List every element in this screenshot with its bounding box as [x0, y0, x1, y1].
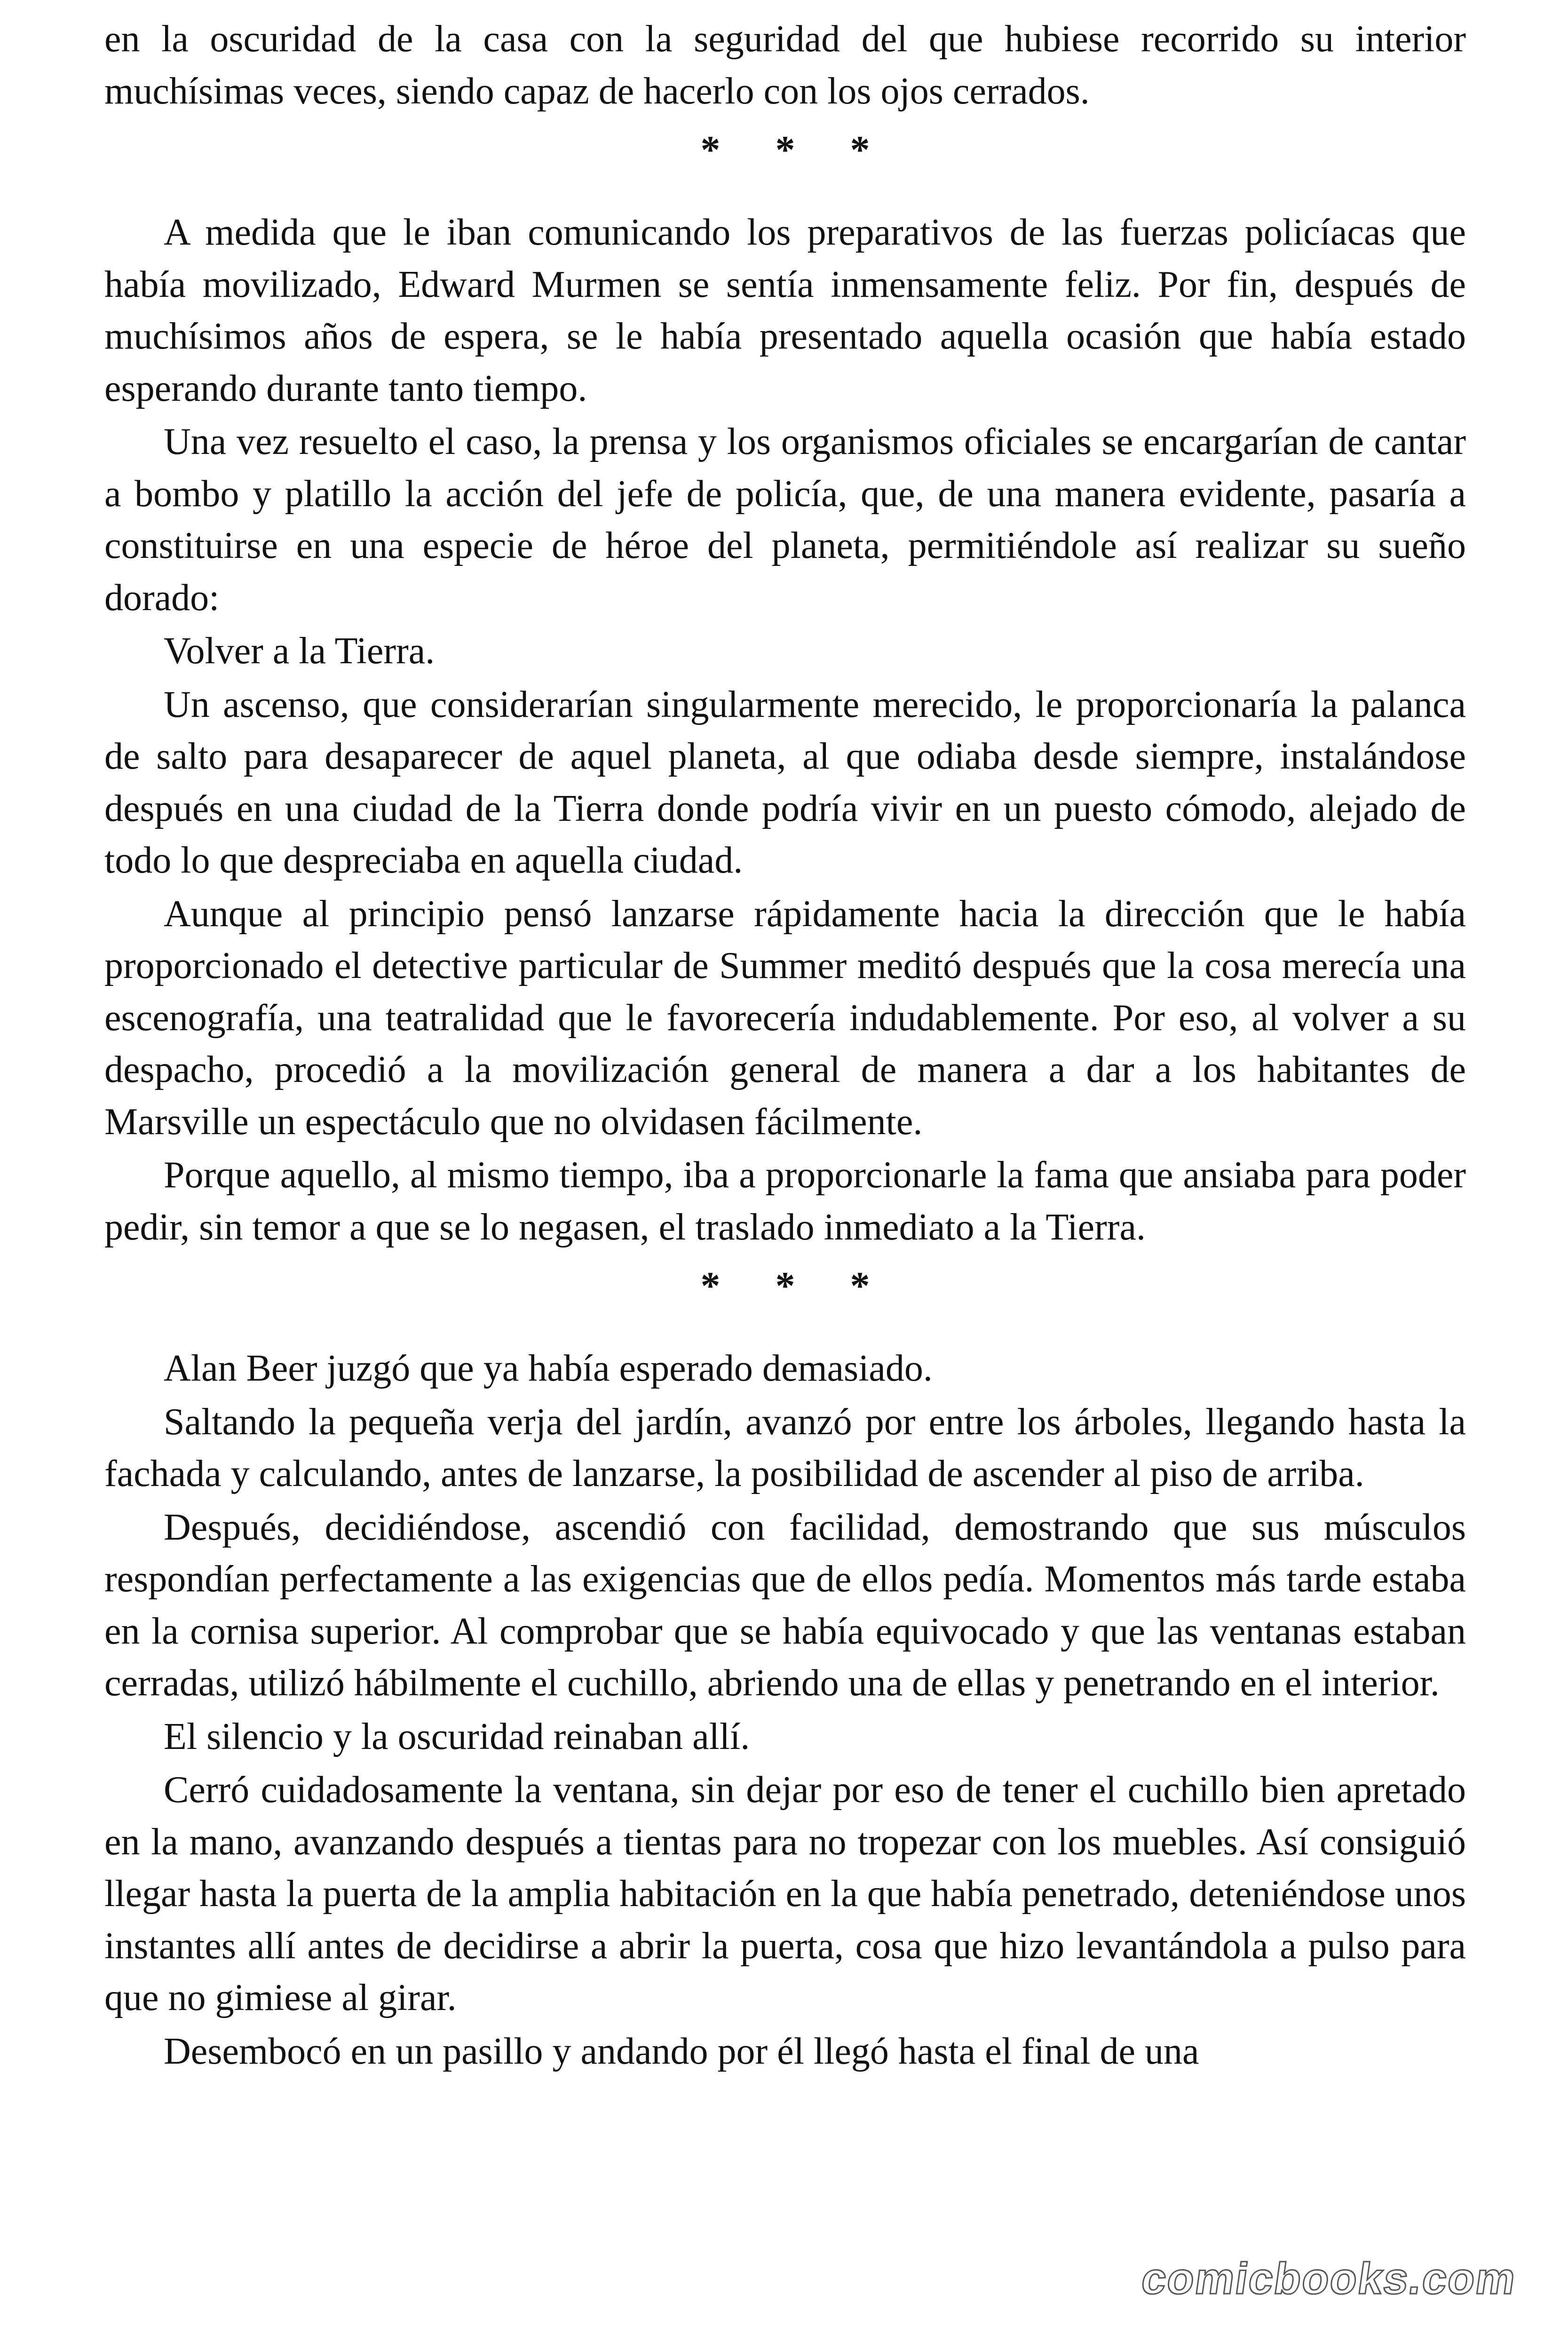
paragraph: Desembocó en un pasillo y andando por él llegó hasta el final de una: [164, 2030, 1199, 2072]
separator-asterisk: *: [700, 128, 721, 172]
paragraph: El silencio y la oscuridad reinaban allí.: [164, 1716, 750, 1757]
separator-asterisk: *: [700, 1264, 721, 1308]
separator-asterisk: *: [850, 128, 870, 172]
document-page: [104, 13, 1466, 2079]
section-separator: [104, 130, 1466, 170]
paragraph: Un ascenso, que considerarían singularmente merecido, le proporcionaría la palanca de salto para desaparecer de aquel planeta, al que odiaba desde siempre, instalándose después en una ciudad de la Tierra donde podría vivir en un puesto cómodo, alejado de todo lo que despreciaba en aquella ciudad.: [104, 683, 1466, 881]
paragraph: Porque aquello, al mismo tiempo, iba a proporcionarle la fama que ansiaba para poder pedir, sin temor a que se lo negasen, el traslado inmediato a la Tierra.: [104, 1154, 1466, 1248]
paragraph: Después, decidiéndose, ascendió con facilidad, demostrando que sus músculos respondían perfectamente a las exigencias que de ellos pedía. Momentos más tarde estaba en la cornisa superior. Al comprobar que se había equivocado y que las ventanas estaban cerradas, utilizó hábilmente el cuchillo, abriendo una de ellas y penetrando en el interior.: [104, 1506, 1466, 1704]
paragraph: Alan Beer juzgó que ya había esperado demasiado.: [164, 1348, 933, 1389]
separator-asterisk: *: [775, 1264, 795, 1308]
paragraph-continuation: en la oscuridad de la casa con la seguridad del que hubiese recorrido su interior muchísimas veces, siendo capaz de hacerlo con los ojos cerrados.: [104, 18, 1466, 112]
paragraph: Una vez resuelto el caso, la prensa y los organismos oficiales se encargarían de cantar a bombo y platillo la acción del jefe de policía, que, de una manera evidente, pasaría a constituirse en una especie de héroe del planeta, permitiéndole así realizar su sueño dorado:: [104, 421, 1466, 619]
section-separator: [104, 1266, 1466, 1306]
paragraph: Cerró cuidadosamente la ventana, sin dejar por eso de tener el cuchillo bien apretado en la mano, avanzando después a tientas para no tropezar con los muebles. Así consiguió llegar hasta la puerta de la amplia habitación en la que había penetrado, deteniéndose unos instantes allí antes de decidirse a abrir la puerta, cosa que hizo levantándola a pulso para que no gimiese al girar.: [104, 1769, 1466, 2018]
watermark-logo: comicbooks.com: [1138, 2254, 1520, 2303]
paragraph: A medida que le iban comunicando los preparativos de las fuerzas policíacas que había movilizado, Edward Murmen se sentía inmensamente feliz. Por fin, después de muchísimos años de espera, se le había presentado aquella ocasión que había estado esperando durante tanto tiempo.: [104, 212, 1466, 409]
paragraph: Saltando la pequeña verja del jardín, avanzó por entre los árboles, llegando hasta la fachada y calculando, antes de lanzarse, la posibilidad de ascender al piso de arriba.: [104, 1401, 1466, 1494]
paragraph: Volver a la Tierra.: [164, 630, 435, 672]
separator-asterisk: *: [850, 1264, 870, 1308]
separator-asterisk: *: [775, 128, 795, 172]
paragraph: Aunque al principio pensó lanzarse rápidamente hacia la dirección que le había proporcionado el detective particular de Summer meditó después que la cosa merecía una escenografía, una teatralidad que le favorecería indudablemente. Por eso, al volver a su despacho, procedió a la movilización general de manera a dar a los habitantes de Marsville un espectáculo que no olvidasen fácilmente.: [104, 893, 1466, 1143]
